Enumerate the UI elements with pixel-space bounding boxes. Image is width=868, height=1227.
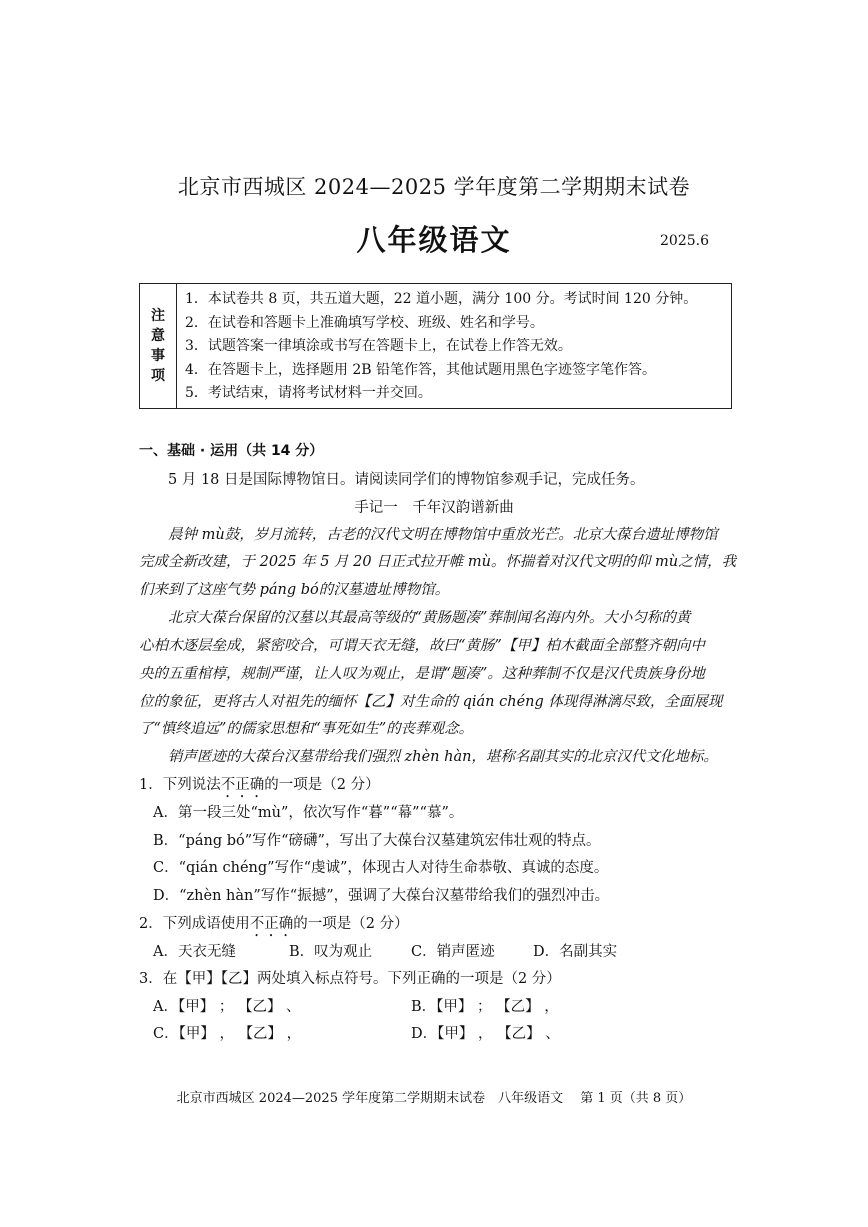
passage-line: 位的象征，更将古人对祖先的缅怀【乙】对生命的 qián chéng 体现得淋漓尽致，全面展现 — [139, 694, 723, 710]
question-2-option-a: A．天衣无缝 — [153, 944, 236, 960]
notice-label-char: 事 — [151, 348, 165, 364]
question-1-option-d: D．“zhèn hàn”写作“振撼”，强调了大葆台汉墓带给我们的强烈冲击。 — [153, 888, 610, 904]
page-footer: 北京市西城区 2024—2025 学年度第二学期期末试卷 八年级语文 第 1 页（共 8 页） — [176, 1091, 692, 1106]
question-1-stem — [139, 773, 380, 801]
question-3-option-c: C．【甲】 ， 【乙】 ， — [153, 1026, 302, 1042]
passage-line: 心柏木逐层垒成，紧密咬合，可谓天衣无缝，故曰“黄肠”【甲】柏木截面全部整齐朝向中 — [139, 638, 705, 654]
passage-line: 完成全新改建，于 2025 年 5 月 20 日正式拉开帷 mù。怀揣着对汉代文明的仰 mù之情，我 — [139, 554, 737, 570]
notice-item: 1．本试卷共 8 页，共五道大题，22 道小题，满分 100 分。考试时间 120 分钟。 — [185, 291, 698, 307]
emphasis-text: 不正确 — [220, 777, 265, 793]
notice-item: 4．在答题卡上，选择题用 2B 铅笔作答，其他试题用黑色字迹签字笔作答。 — [185, 361, 657, 378]
notice-label-char: 注 — [151, 308, 165, 324]
passage-line: 北京大葆台保留的汉墓以其最高等级的“黄肠题凑”葬制闻名海内外。大小匀称的黄 — [168, 610, 691, 626]
passage-line: 晨钟 mù鼓，岁月流转，古老的汉代文明在博物馆中重放光芒。北京大葆台遗址博物馆 — [168, 527, 718, 543]
question-3-option-b: B．【甲】 ； 【乙】 ， — [411, 999, 559, 1015]
question-2-option-b: B．叹为观止 — [289, 944, 373, 960]
question-3-option-d: D．【甲】 ， 【乙】 、 — [411, 1026, 560, 1042]
passage-line: 了“慎终追远”的儒家思想和“事死如生”的丧葬观念。 — [139, 721, 474, 737]
question-3-stem: 3．在【甲】【乙】两处填入标点符号。下列正确的一项是（2 分） — [139, 971, 561, 987]
notice-label-char: 项 — [151, 368, 165, 384]
stem-text: 2．下列成语使用 — [139, 916, 250, 932]
question-2-option-d: D．名副其实 — [533, 944, 618, 960]
question-1-option-a: A．第一段三处“mù”，依次写作“暮”“幕”“慕”。 — [153, 805, 464, 821]
note-title: 手记一 千年汉韵谱新曲 — [354, 500, 514, 516]
subject-title: 八年级语文 — [356, 223, 512, 257]
question-1-option-c: C．“qián chéng”写作“虔诚”，体现古人对待生命恭敬、真诚的态度。 — [153, 860, 609, 876]
notice-label — [140, 284, 177, 408]
notice-box — [139, 283, 732, 409]
section-heading: 一、基础 · 运用（共 14 分） — [139, 443, 324, 459]
passage-line: 们来到了这座气势 páng bó的汉墓遗址博物馆。 — [139, 582, 450, 598]
question-2-stem — [139, 912, 409, 940]
exam-title: 北京市西城区 2024—2025 学年度第二学期期末试卷 — [177, 175, 691, 199]
stem-text: 的一项是（2 分） — [293, 916, 409, 932]
notice-item: 5．考试结束，请将考试材料一并交回。 — [185, 385, 432, 401]
question-2-option-c: C．销声匿迹 — [411, 944, 495, 960]
notice-list — [177, 284, 697, 408]
emphasis-text: 不正确 — [249, 916, 294, 932]
notice-label-char: 意 — [151, 328, 165, 344]
section-intro: 5 月 18 日是国际博物馆日。请阅读同学们的博物馆参观手记，完成任务。 — [168, 472, 645, 488]
stem-text: 1．下列说法 — [139, 777, 221, 793]
notice-item: 2．在试卷和答题卡上准确填写学校、班级、姓名和学号。 — [185, 314, 544, 331]
notice-item: 3．试题答案一律填涂或书写在答题卡上，在试卷上作答无效。 — [185, 338, 572, 354]
question-1-option-b: B．“páng bó”写作“磅礴”，写出了大葆台汉墓建筑宏伟壮观的特点。 — [153, 833, 601, 849]
passage-line: 央的五重棺椁，规制严谨，让人叹为观止，是谓“题凑”。这种葬制不仅是汉代贵族身份地 — [139, 666, 705, 682]
exam-date: 2025.6 — [660, 233, 709, 249]
passage-line: 销声匿迹的大葆台汉墓带给我们强烈 zhèn hàn，堪称名副其实的北京汉代文化地标。 — [168, 749, 718, 765]
stem-text: 的一项是（2 分） — [264, 777, 380, 793]
question-3-option-a: A．【甲】 ； 【乙】 、 — [153, 999, 301, 1015]
